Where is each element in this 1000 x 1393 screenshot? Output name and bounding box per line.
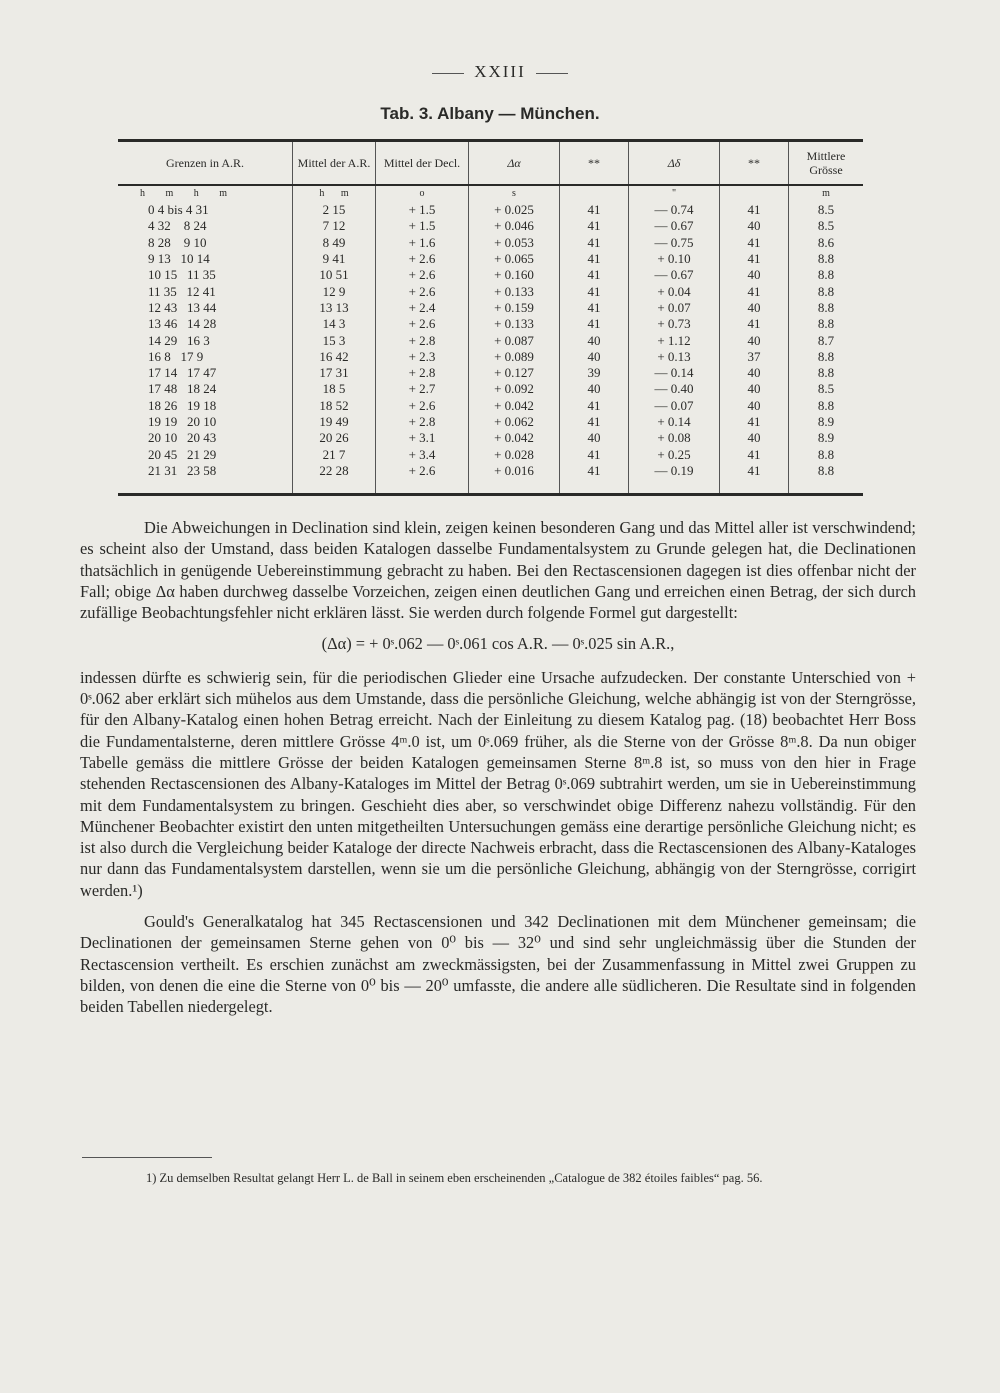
table-cell: s: [469, 185, 560, 202]
table-cell: 8.5: [789, 202, 864, 218]
table-cell: + 2.8: [376, 414, 469, 430]
table-cell: + 0.092: [469, 381, 560, 397]
table-row: [118, 218, 863, 234]
table-cell: 8 49: [293, 235, 376, 251]
table-cell: — 0.07: [629, 398, 720, 414]
table-cell: + 0.73: [629, 316, 720, 332]
paragraph: Gould's Generalkatalog hat 345 Rectascensionen und 342 Declinationen mit dem Münchener gemeinsam; die Declinationen der gemeinsamen Sterne gehen von 0⁰ bis — 32⁰ und sind sehr ungleichmässig über die Stunden der Rectascension vertheilt. Es erschien zunächst am zweckmässigsten, bei der Zusammenfassung in Mittel zwei Gruppen zu bilden, von denen die eine die Sterne von 0⁰ bis — 20⁰ umfasste, die andere alle südlicheren. Die Resultate sind in folgenden beiden Tabellen niedergelegt.: [80, 912, 916, 1017]
table-cell: + 1.5: [376, 218, 469, 234]
table-cell: 19 19 20 10: [148, 414, 217, 429]
table-cell: — 0.75: [629, 235, 720, 251]
column-header: Mittel der A.R.: [293, 141, 376, 186]
column-header: Mittel der Decl.: [376, 141, 469, 186]
table-cell: + 2.8: [376, 332, 469, 348]
table-cell: 40: [560, 349, 629, 365]
table-cell: + 1.5: [376, 202, 469, 218]
table-cell: 40: [720, 365, 789, 381]
table-cell: 12 43 13 44: [148, 299, 217, 315]
table-cell: [118, 479, 293, 495]
table-body: [118, 185, 863, 495]
table-cell: 41: [560, 398, 629, 414]
table-cell: 37: [720, 349, 789, 365]
table-cell: + 0.053: [469, 235, 560, 251]
table-cell: 17 31: [293, 365, 376, 381]
table-cell: + 0.159: [469, 300, 560, 316]
table-cell: + 0.028: [469, 446, 560, 462]
table-cell: 8.8: [789, 446, 864, 462]
table-cell: 21 31 23 58: [148, 462, 217, 478]
table-cell: + 0.087: [469, 332, 560, 348]
table-cell: + 0.089: [469, 349, 560, 365]
table-cell: 7 12: [293, 218, 376, 234]
table-cell: — 0.74: [629, 202, 720, 218]
table-cell: 14 29 16 3: [148, 332, 210, 348]
table-row: [118, 349, 863, 365]
table-cell: 41: [560, 300, 629, 316]
table-cell: + 2.6: [376, 463, 469, 479]
table-cell: 20 26: [293, 430, 376, 446]
table-cell: 41: [720, 251, 789, 267]
table-cell: + 0.133: [469, 316, 560, 332]
table-cell: 20 10 20 43: [148, 430, 217, 446]
table-cell: 8.5: [789, 218, 864, 234]
table-cell: 41: [560, 251, 629, 267]
table-cell: 0 4 bis 4 31: [148, 202, 209, 218]
table-cell: 8.8: [789, 251, 864, 267]
table-cell: 15 3: [293, 332, 376, 348]
table-header-row: [118, 141, 863, 186]
table-cell: 16 8 17 9: [148, 348, 204, 364]
table-cell: + 2.7: [376, 381, 469, 397]
table-cell: + 0.14: [629, 414, 720, 430]
column-header: Δδ: [629, 141, 720, 186]
table-cell: + 2.4: [376, 300, 469, 316]
table-cell: + 0.07: [629, 300, 720, 316]
formula: (Δα) = + 0ˢ.062 — 0ˢ.061 cos A.R. — 0ˢ.025 sin A.R.,: [321, 634, 675, 654]
page-number: XXIII: [0, 62, 1000, 82]
table-cell: + 2.6: [376, 316, 469, 332]
table-row: [118, 251, 863, 267]
column-header: **: [720, 141, 789, 186]
table-cell: 41: [560, 414, 629, 430]
table-cell: + 2.3: [376, 349, 469, 365]
table-cell: 8.9: [789, 414, 864, 430]
column-header: **: [560, 141, 629, 186]
table-cell: 13 46 14 28: [148, 316, 217, 332]
table-cell: 40: [720, 398, 789, 414]
table-cell: + 0.042: [469, 430, 560, 446]
table-cell: 10 15 11 35: [148, 267, 216, 283]
table-cell: 40: [560, 381, 629, 397]
table-cell: + 2.8: [376, 365, 469, 381]
table-cell: 8.8: [789, 267, 864, 283]
table-spacer-row: [118, 479, 863, 495]
table-cell: — 0.40: [629, 381, 720, 397]
table-cell: 18 5: [293, 381, 376, 397]
table-cell: 41: [560, 463, 629, 479]
table-row: [118, 398, 863, 414]
table-row: [118, 365, 863, 381]
table-cell: [720, 479, 789, 495]
table-cell: — 0.19: [629, 463, 720, 479]
table-cell: 9 41: [293, 251, 376, 267]
body-text: [80, 517, 916, 1018]
table-cell: + 3.1: [376, 430, 469, 446]
table-cell: 41: [720, 283, 789, 299]
table-cell: 17 14 17 47: [148, 365, 217, 381]
table-row: [118, 463, 863, 479]
table-cell: + 2.6: [376, 251, 469, 267]
table-cell: o: [376, 185, 469, 202]
table-cell: 41: [720, 202, 789, 218]
table-cell: + 0.127: [469, 365, 560, 381]
table-cell: + 0.04: [629, 283, 720, 299]
column-header: Mittlere Grösse: [789, 141, 864, 186]
table-cell: 10 51: [293, 267, 376, 283]
table-cell: ": [629, 185, 720, 202]
table-cell: 9 13 10 14: [148, 251, 210, 267]
table-cell: 41: [720, 414, 789, 430]
table-cell: 18 26 19 18: [148, 397, 217, 413]
table-cell: — 0.14: [629, 365, 720, 381]
table-cell: + 2.6: [376, 398, 469, 414]
table-cell: [720, 185, 789, 202]
table-cell: 8.8: [789, 349, 864, 365]
table-cell: + 2.6: [376, 267, 469, 283]
table-cell: 4 32 8 24: [148, 218, 207, 234]
table-cell: 20 45 21 29: [148, 446, 217, 462]
table-row: [118, 381, 863, 397]
table-cell: + 2.6: [376, 283, 469, 299]
table-cell: 41: [720, 463, 789, 479]
table-cell: 40: [720, 300, 789, 316]
table-cell: 13 13: [293, 300, 376, 316]
units-row: [118, 185, 863, 202]
table-cell: 19 49: [293, 414, 376, 430]
table-cell: 40: [720, 267, 789, 283]
table-cell: 8.6: [789, 235, 864, 251]
table-cell: + 3.4: [376, 446, 469, 462]
table-cell: + 0.016: [469, 463, 560, 479]
paragraph: Die Abweichungen in Declination sind klein, zeigen keinen besonderen Gang und das Mittel aller ist verschwindend; es scheint also der Umstand, dass beiden Katalogen dasselbe Fundamentalsystem zu Grunde gelegen hat, die Declinationen thatsächlich in genügende Uebereinstimmung gebracht zu haben. Bei den Rectascensionen dagegen ist dies offenbar nicht der Fall; obige Δα haben durchweg dasselbe Vorzeichen, zeigen einen deutlichen Gang und erreichen einen Betrag, der sich durch zufällige Beobachtungsfehler nicht erklären lässt. Sie werden durch folgende Formel gut dargestellt:: [80, 518, 916, 623]
table-cell: + 1.12: [629, 332, 720, 348]
table-cell: [293, 479, 376, 495]
table-cell: 8.7: [789, 332, 864, 348]
table-cell: 11 35 12 41: [148, 283, 216, 299]
table-row: [118, 202, 863, 218]
table-cell: + 0.160: [469, 267, 560, 283]
table-cell: 8.8: [789, 398, 864, 414]
table-row: [118, 235, 863, 251]
footnote-text: 1) Zu demselben Resultat gelangt Herr L. de Ball in seinem eben erscheinenden „Catalogue de 382 étoiles faibles“ pag. 56.: [146, 1171, 763, 1185]
table-cell: 41: [720, 446, 789, 462]
table-row: [118, 283, 863, 299]
table-cell: 39: [560, 365, 629, 381]
table-row: [118, 316, 863, 332]
table-row: [118, 446, 863, 462]
table-cell: + 0.042: [469, 398, 560, 414]
table-cell: 41: [560, 283, 629, 299]
table-cell: + 0.133: [469, 283, 560, 299]
table-cell: 40: [720, 218, 789, 234]
table-cell: 40: [720, 430, 789, 446]
table-cell: h m h m: [140, 188, 228, 199]
table-cell: 16 42: [293, 349, 376, 365]
table-cell: + 0.08: [629, 430, 720, 446]
paragraph: indessen dürfte es schwierig sein, für die periodischen Glieder eine Ursache aufzudecken. Der constante Unterschied von + 0ˢ.062 aber erklärt sich mühelos aus dem Umstande, dass die persönliche Gleichung, welche abhängig ist von der Sterngrösse, für den Albany-Katalog einen hohen Betrag erreicht. Nach der Einleitung zu diesem Katalog pag. (18) beobachtet Herr Boss die Fundamentalsterne, deren mittlere Grösse 4ᵐ.0 ist, um 0ˢ.069 früher, als die Sterne von der Grösse 8ᵐ.8. Da nun obiger Tabelle gemäss die mittlere Grösse der beiden Katalogen gemeinsamen Sterne 8ᵐ.8 ist, so muss von den hier in Frage stehenden Rectascensionen des Albany-Kataloges im Mittel der Betrag 0ˢ.069 subtrahirt werden, um sie in Uebereinstimmung mit dem Fundamentalsystem zu bringen. Geschieht dies aber, so verschwindet obige Differenz nahezu vollständig. Für den Münchener Beobachter existirt den unten mitgetheilten Untersuchungen gemäss eine derartige persönliche Gleichung nicht; es ist also durch die Vergleichung beider Kataloge der directe Nachweis erbracht, dass die Rectascensionen des Albany-Kataloges nur dann das Fundamentalsystem darstellen, wenn sie um die persönliche Gleichung, abhängig von der Sterngrösse, corrigirt werden.¹): [80, 667, 916, 900]
table-cell: — 0.67: [629, 267, 720, 283]
table-cell: 8.8: [789, 463, 864, 479]
table-cell: 18 52: [293, 398, 376, 414]
table-cell: [789, 479, 864, 495]
table-cell: [376, 479, 469, 495]
table-cell: + 1.6: [376, 235, 469, 251]
table-cell: 8 28 9 10: [148, 234, 207, 250]
table-cell: + 0.10: [629, 251, 720, 267]
table-cell: [560, 185, 629, 202]
table-cell: [469, 479, 560, 495]
table-cell: 8.8: [789, 283, 864, 299]
table-cell: 14 3: [293, 316, 376, 332]
column-header: Grenzen in A.R.: [118, 141, 293, 186]
table-cell: m: [789, 185, 864, 202]
table-cell: 12 9: [293, 283, 376, 299]
table-row: [118, 300, 863, 316]
table-cell: 8.9: [789, 430, 864, 446]
table-cell: + 0.13: [629, 349, 720, 365]
table-cell: 40: [560, 332, 629, 348]
table-cell: 40: [720, 332, 789, 348]
table-cell: 8.8: [789, 300, 864, 316]
table-cell: 21 7: [293, 446, 376, 462]
table-cell: 8.5: [789, 381, 864, 397]
table-row: [118, 332, 863, 348]
table-cell: 41: [560, 316, 629, 332]
table-cell: — 0.67: [629, 218, 720, 234]
table-cell: 2 15: [293, 202, 376, 218]
table-cell: 41: [560, 218, 629, 234]
table-cell: [560, 479, 629, 495]
data-table: [118, 139, 863, 496]
table-cell: + 0.025: [469, 202, 560, 218]
table-row: [118, 430, 863, 446]
table-title: Tab. 3. Albany — München.: [380, 104, 600, 123]
footnote-divider: [82, 1157, 212, 1158]
table-cell: 22 28: [293, 463, 376, 479]
table-cell: 41: [720, 316, 789, 332]
table-cell: + 0.046: [469, 218, 560, 234]
table-cell: 41: [560, 267, 629, 283]
table-cell: h m: [293, 185, 376, 202]
table-cell: 8.8: [789, 365, 864, 381]
table-row: [118, 414, 863, 430]
table-cell: 41: [560, 235, 629, 251]
table-cell: 8.8: [789, 316, 864, 332]
table-cell: 40: [720, 381, 789, 397]
table-row: [118, 267, 863, 283]
table-cell: 41: [720, 235, 789, 251]
table-cell: + 0.25: [629, 446, 720, 462]
table-cell: + 0.062: [469, 414, 560, 430]
table-cell: 17 48 18 24: [148, 381, 217, 397]
table-cell: + 0.065: [469, 251, 560, 267]
table-cell: [629, 479, 720, 495]
column-header: Δα: [469, 141, 560, 186]
table-cell: 41: [560, 202, 629, 218]
table-cell: 40: [560, 430, 629, 446]
footnote: [80, 1168, 916, 1188]
table-cell: 41: [560, 446, 629, 462]
